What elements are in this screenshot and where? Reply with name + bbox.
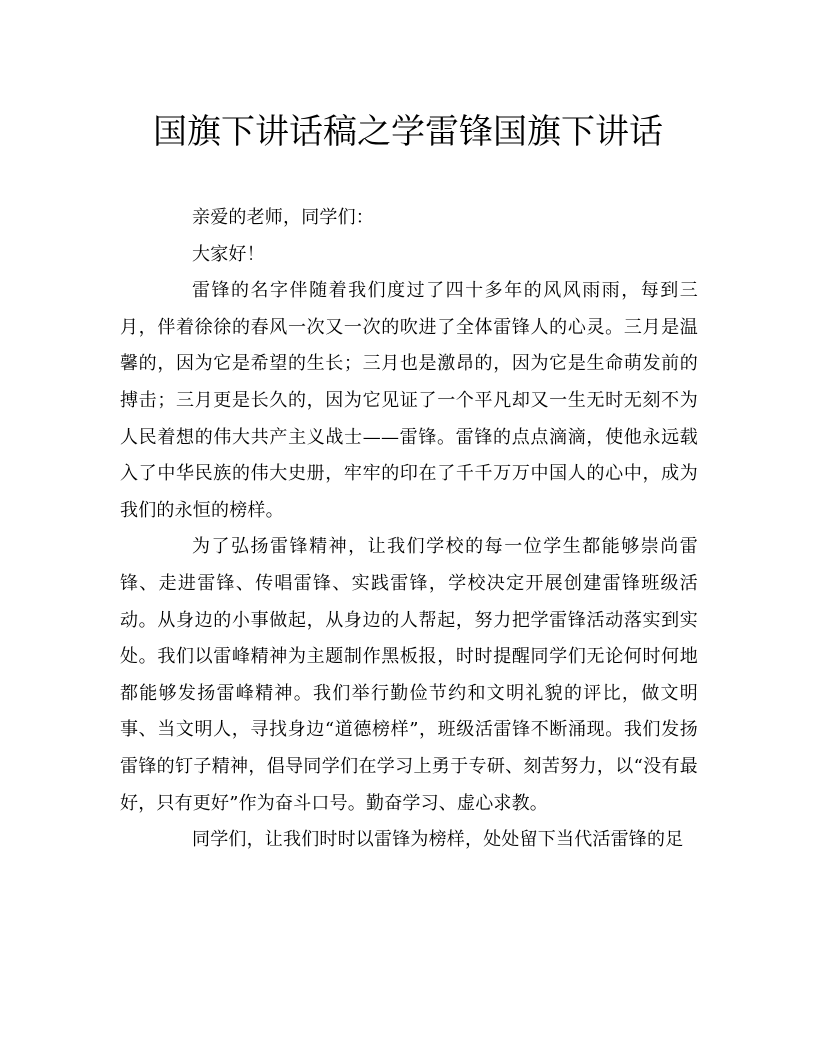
paragraph-school-activities: 为了弘扬雷锋精神，让我们学校的每一位学生都能够崇尚雷锋、走进雷锋、传唱雷锋、实践雷锋，学校决定开展创建雷锋班级活动。从身边的小事做起，从身边的人帮起，努力把学雷锋活动落实到实处。我们以雷峰精神为主题制作黑板报，时时提醒同学们无论何时何地都能够发扬雷峰精神。我们举行勤俭节约和文明礼貌的评比，做文明事、当文明人，寻找身边“道德榜样”，班级活雷锋不断涌现。我们发扬雷锋的钉子精神，倡导同学们在学习上勇于专研、刻苦努力，以“没有最好，只有更好”作为奋斗口号。勤奋学习、虚心求教。 xyxy=(120,536,698,814)
paragraph-closing: 同学们，让我们时时以雷锋为榜样，处处留下当代活雷锋的足 xyxy=(192,829,684,851)
paragraph-leifeng-march: 雷锋的名字伴随着我们度过了四十多年的风风雨雨，每到三月，伴着徐徐的春风一次又一次的吹进了全体雷锋人的心灵。三月是温馨的，因为它是希望的生长；三月也是激昂的，因为它是生命萌发前的搏击；三月更是长久的，因为它见证了一个平凡却又一生无时无刻不为人民着想的伟大共产主义战士——雷锋。雷锋的点点滴滴，使他永远载入了中华民族的伟大史册，牢牢的印在了千千万万中国人的心中，成为我们的永恒的榜样。 xyxy=(120,280,698,521)
paragraph-hello: 大家好！ xyxy=(192,243,265,265)
document-title: 国旗下讲话稿之学雷锋国旗下讲话 xyxy=(153,112,663,152)
document-body xyxy=(120,200,698,859)
paragraph-greeting: 亲爱的老师，同学们： xyxy=(192,207,374,228)
